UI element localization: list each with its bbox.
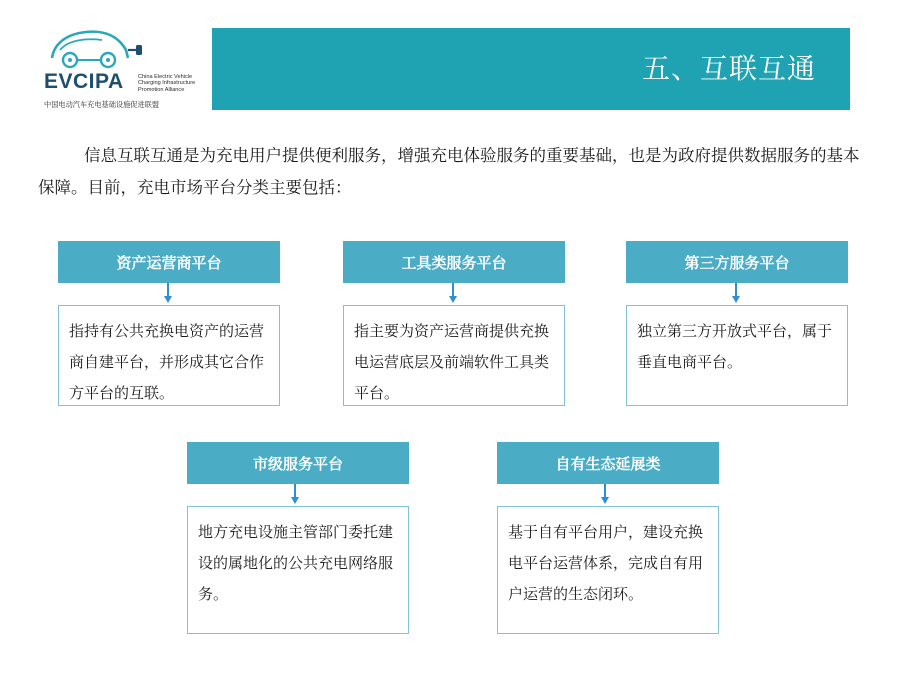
- logo-english-name: China Electric Vehicle Charging Infrastructure Promotion Alliance: [138, 74, 196, 93]
- arrow-down-icon: [601, 484, 609, 506]
- title-bar: [212, 28, 850, 110]
- card-body-tool-service: 指主要为资产运营商提供充换电运营底层及前端软件工具类平台。: [343, 305, 565, 406]
- card-header-asset-operator: 资产运营商平台: [58, 241, 280, 283]
- arrow-down-icon: [449, 283, 457, 305]
- card-body-third-party: 独立第三方开放式平台，属于垂直电商平台。: [626, 305, 848, 406]
- card-header-city-service: 市级服务平台: [187, 442, 409, 484]
- slide-title: 五、互联互通: [641, 52, 816, 85]
- card-header-third-party: 第三方服务平台: [626, 241, 848, 283]
- card-header-tool-service: 工具类服务平台: [343, 241, 565, 283]
- card-header-own-ecosystem: 自有生态延展类: [497, 442, 719, 484]
- logo-chinese-name: 中国电动汽车充电基础设施促进联盟: [44, 100, 160, 109]
- arrow-down-icon: [732, 283, 740, 305]
- logo-wordmark: EVCIPA: [44, 70, 124, 93]
- car-plug-icon: [46, 24, 146, 70]
- card-body-asset-operator: 指持有公共充换电资产的运营商自建平台，并形成其它合作方平台的互联。: [58, 305, 280, 406]
- card-body-own-ecosystem: 基于自有平台用户，建设充换电平台运营体系，完成自有用户运营的生态闭环。: [497, 506, 719, 634]
- arrow-down-icon: [291, 484, 299, 506]
- evcipa-logo: [40, 24, 210, 114]
- card-body-city-service: 地方充电设施主管部门委托建设的属地化的公共充电网络服务。: [187, 506, 409, 634]
- intro-paragraph: 信息互联互通是为充电用户提供便利服务，增强充电体验服务的重要基础，也是为政府提供数据服务的基本保障。目前，充电市场平台分类主要包括：: [38, 146, 860, 197]
- arrow-down-icon: [164, 283, 172, 305]
